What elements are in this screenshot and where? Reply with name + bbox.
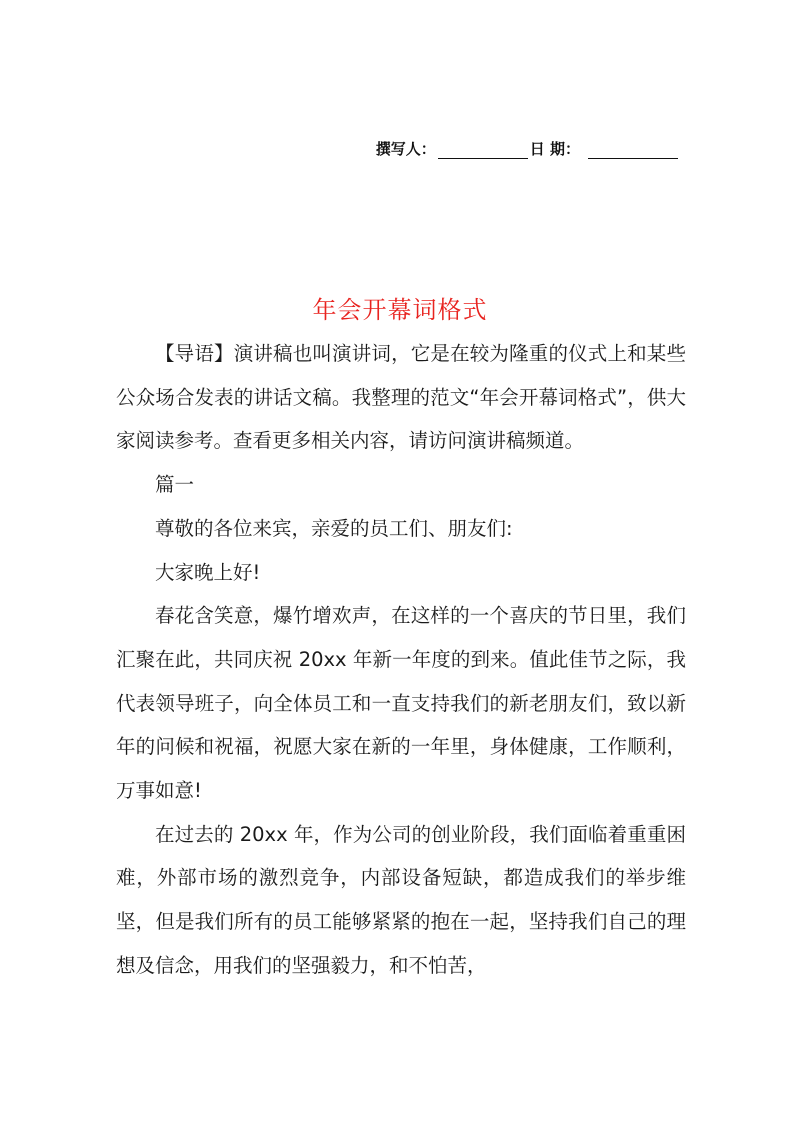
date-blank <box>588 142 678 159</box>
greeting: 大家晚上好! <box>155 560 261 584</box>
author-label: 撰写人： <box>375 140 436 158</box>
document-body <box>116 332 686 988</box>
body-paragraph: 在过去的 20xx 年，作为公司的创业阶段，我们面临着重重困难，外部市场的激烈竞争，内部设备短缺，都造成我们的举步维坚，但是我们所有的员工能够紧紧的抱在一起，坚持我们自己的理想及信念，用我们的坚强毅力，和不怕苦， <box>116 822 686 977</box>
date-label: 日 期： <box>529 140 580 158</box>
intro-paragraph: 【导语】演讲稿也叫演讲词，它是在较为隆重的仪式上和某些公众场合发表的讲话文稿。我整理的范文“年会开幕词格式”，供大家阅读参考。查看更多相关内容，请访问演讲稿频道。 <box>116 342 686 453</box>
body-paragraph: 春花含笑意，爆竹增欢声，在这样的一个喜庆的节日里，我们汇聚在此，共同庆祝 20xx 年新一年度的到来。值此佳节之际，我代表领导班子，向全体员工和一直支持我们的新老朋友们，致以新年的问候和祝福，祝愿大家在新的一年里，身体健康，工作顺利，万事如意! <box>116 604 686 803</box>
author-date-line <box>376 138 680 159</box>
document-title: 年会开幕词格式 <box>312 296 488 324</box>
salutation: 尊敬的各位来宾，亲爱的员工们、朋友们: <box>155 516 513 540</box>
section-heading: 篇一 <box>155 473 195 497</box>
author-blank <box>438 142 528 159</box>
